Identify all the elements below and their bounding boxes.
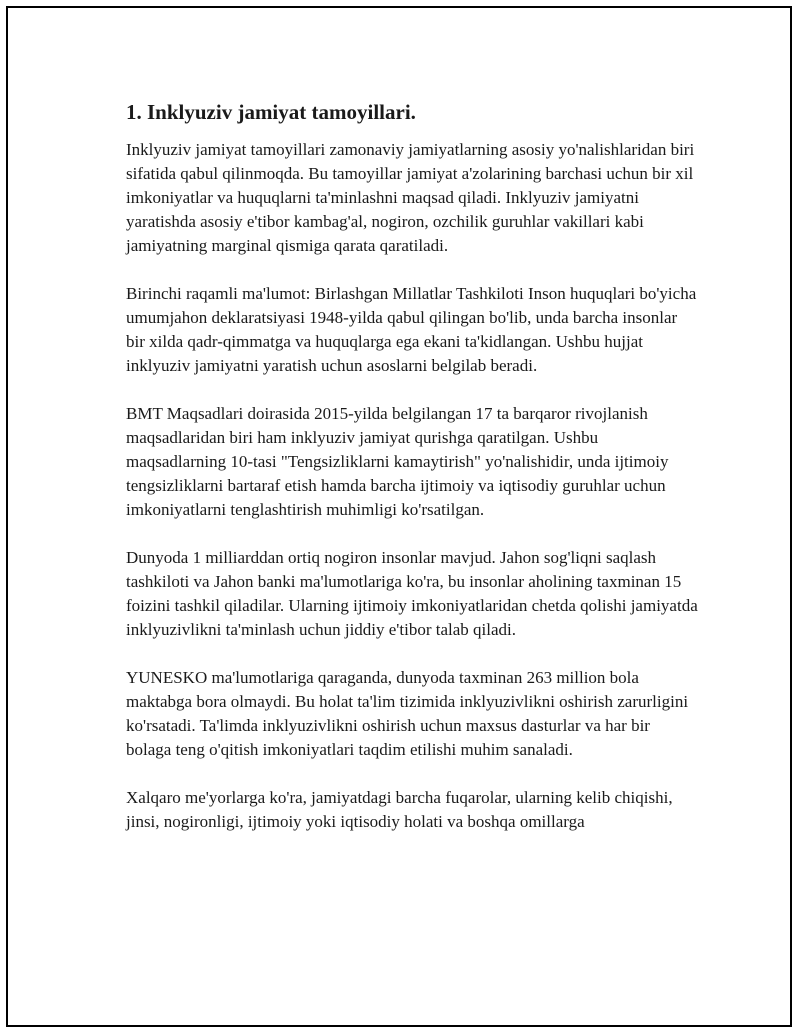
document-body (126, 98, 698, 858)
paragraph-un-declaration: Birinchi raqamli ma'lumot: Birlashgan Millatlar Tashkiloti Inson huquqlari bo'yicha umumjahon deklaratsiyasi 1948-yilda qabul qilingan bo'lib, unda barcha insonlar bir xilda qadr-qimmatga va huquqlarga ega ekani ta'kidlangan. Ushbu hujjat inklyuziv jamiyatni yaratish uchun asoslarni belgilab beradi. (126, 284, 697, 375)
section-heading: 1. Inklyuziv jamiyat tamoyillari. (126, 100, 416, 124)
paragraph-unesco-education: YUNESKO ma'lumotlariga qaraganda, dunyoda taxminan 263 million bola maktabga bora olmaydi. Bu holat ta'lim tizimida inklyuzivlikni oshirish zarurligini ko'rsatadi. Ta'limda inklyuzivlikni oshirish uchun maxsus dasturlar va har bir bolaga teng o'qitish imkoniyatlari taqdim etilishi muhim sanaladi. (126, 668, 689, 759)
paragraph-sdg-goals: BMT Maqsadlari doirasida 2015-yilda belgilangan 17 ta barqaror rivojlanish maqsadlaridan biri ham inklyuziv jamiyat qurishga qaratilgan. Ushbu maqsadlarning 10-tasi "Tengsizliklarni kamaytirish" yo'nalishidir, unda ijtimoiy tengsizliklarni bartaraf etish hamda barcha ijtimoiy va iqtisodiy guruhlar uchun imkoniyatlarni tenglashtirish muhimligi ko'rsatilgan. (126, 404, 669, 519)
page-frame (6, 6, 792, 1027)
paragraph-international-norms: Xalqaro me'yorlarga ko'ra, jamiyatdagi barcha fuqarolar, ularning kelib chiqishi, jinsi, nogironligi, ijtimoiy yoki iqtisodiy holati va boshqa omillarga (126, 788, 673, 831)
paragraph-disability-stats: Dunyoda 1 milliarddan ortiq nogiron insonlar mavjud. Jahon sog'liqni saqlash tashkiloti va Jahon banki ma'lumotlariga ko'ra, bu insonlar aholining taxminan 15 foizini tashkil qiladilar. Ularning ijtimoiy imkoniyatlaridan chetda qolishi jamiyatda inklyuzivlikni ta'minlash uchun jiddiy e'tibor talab qiladi. (126, 548, 698, 639)
paragraph-intro: Inklyuziv jamiyat tamoyillari zamonaviy jamiyatlarning asosiy yo'nalishlaridan biri sifatida qabul qilinmoqda. Bu tamoyillar jamiyat a'zolarining barchasi uchun bir xil imkoniyatlar va huquqlarni ta'minlashni maqsad qiladi. Inklyuziv jamiyatni yaratishda asosiy e'tibor kambag'al, nogiron, ozchilik guruhlar vakillari kabi jamiyatning marginal qismiga qarata qaratiladi. (126, 140, 695, 255)
